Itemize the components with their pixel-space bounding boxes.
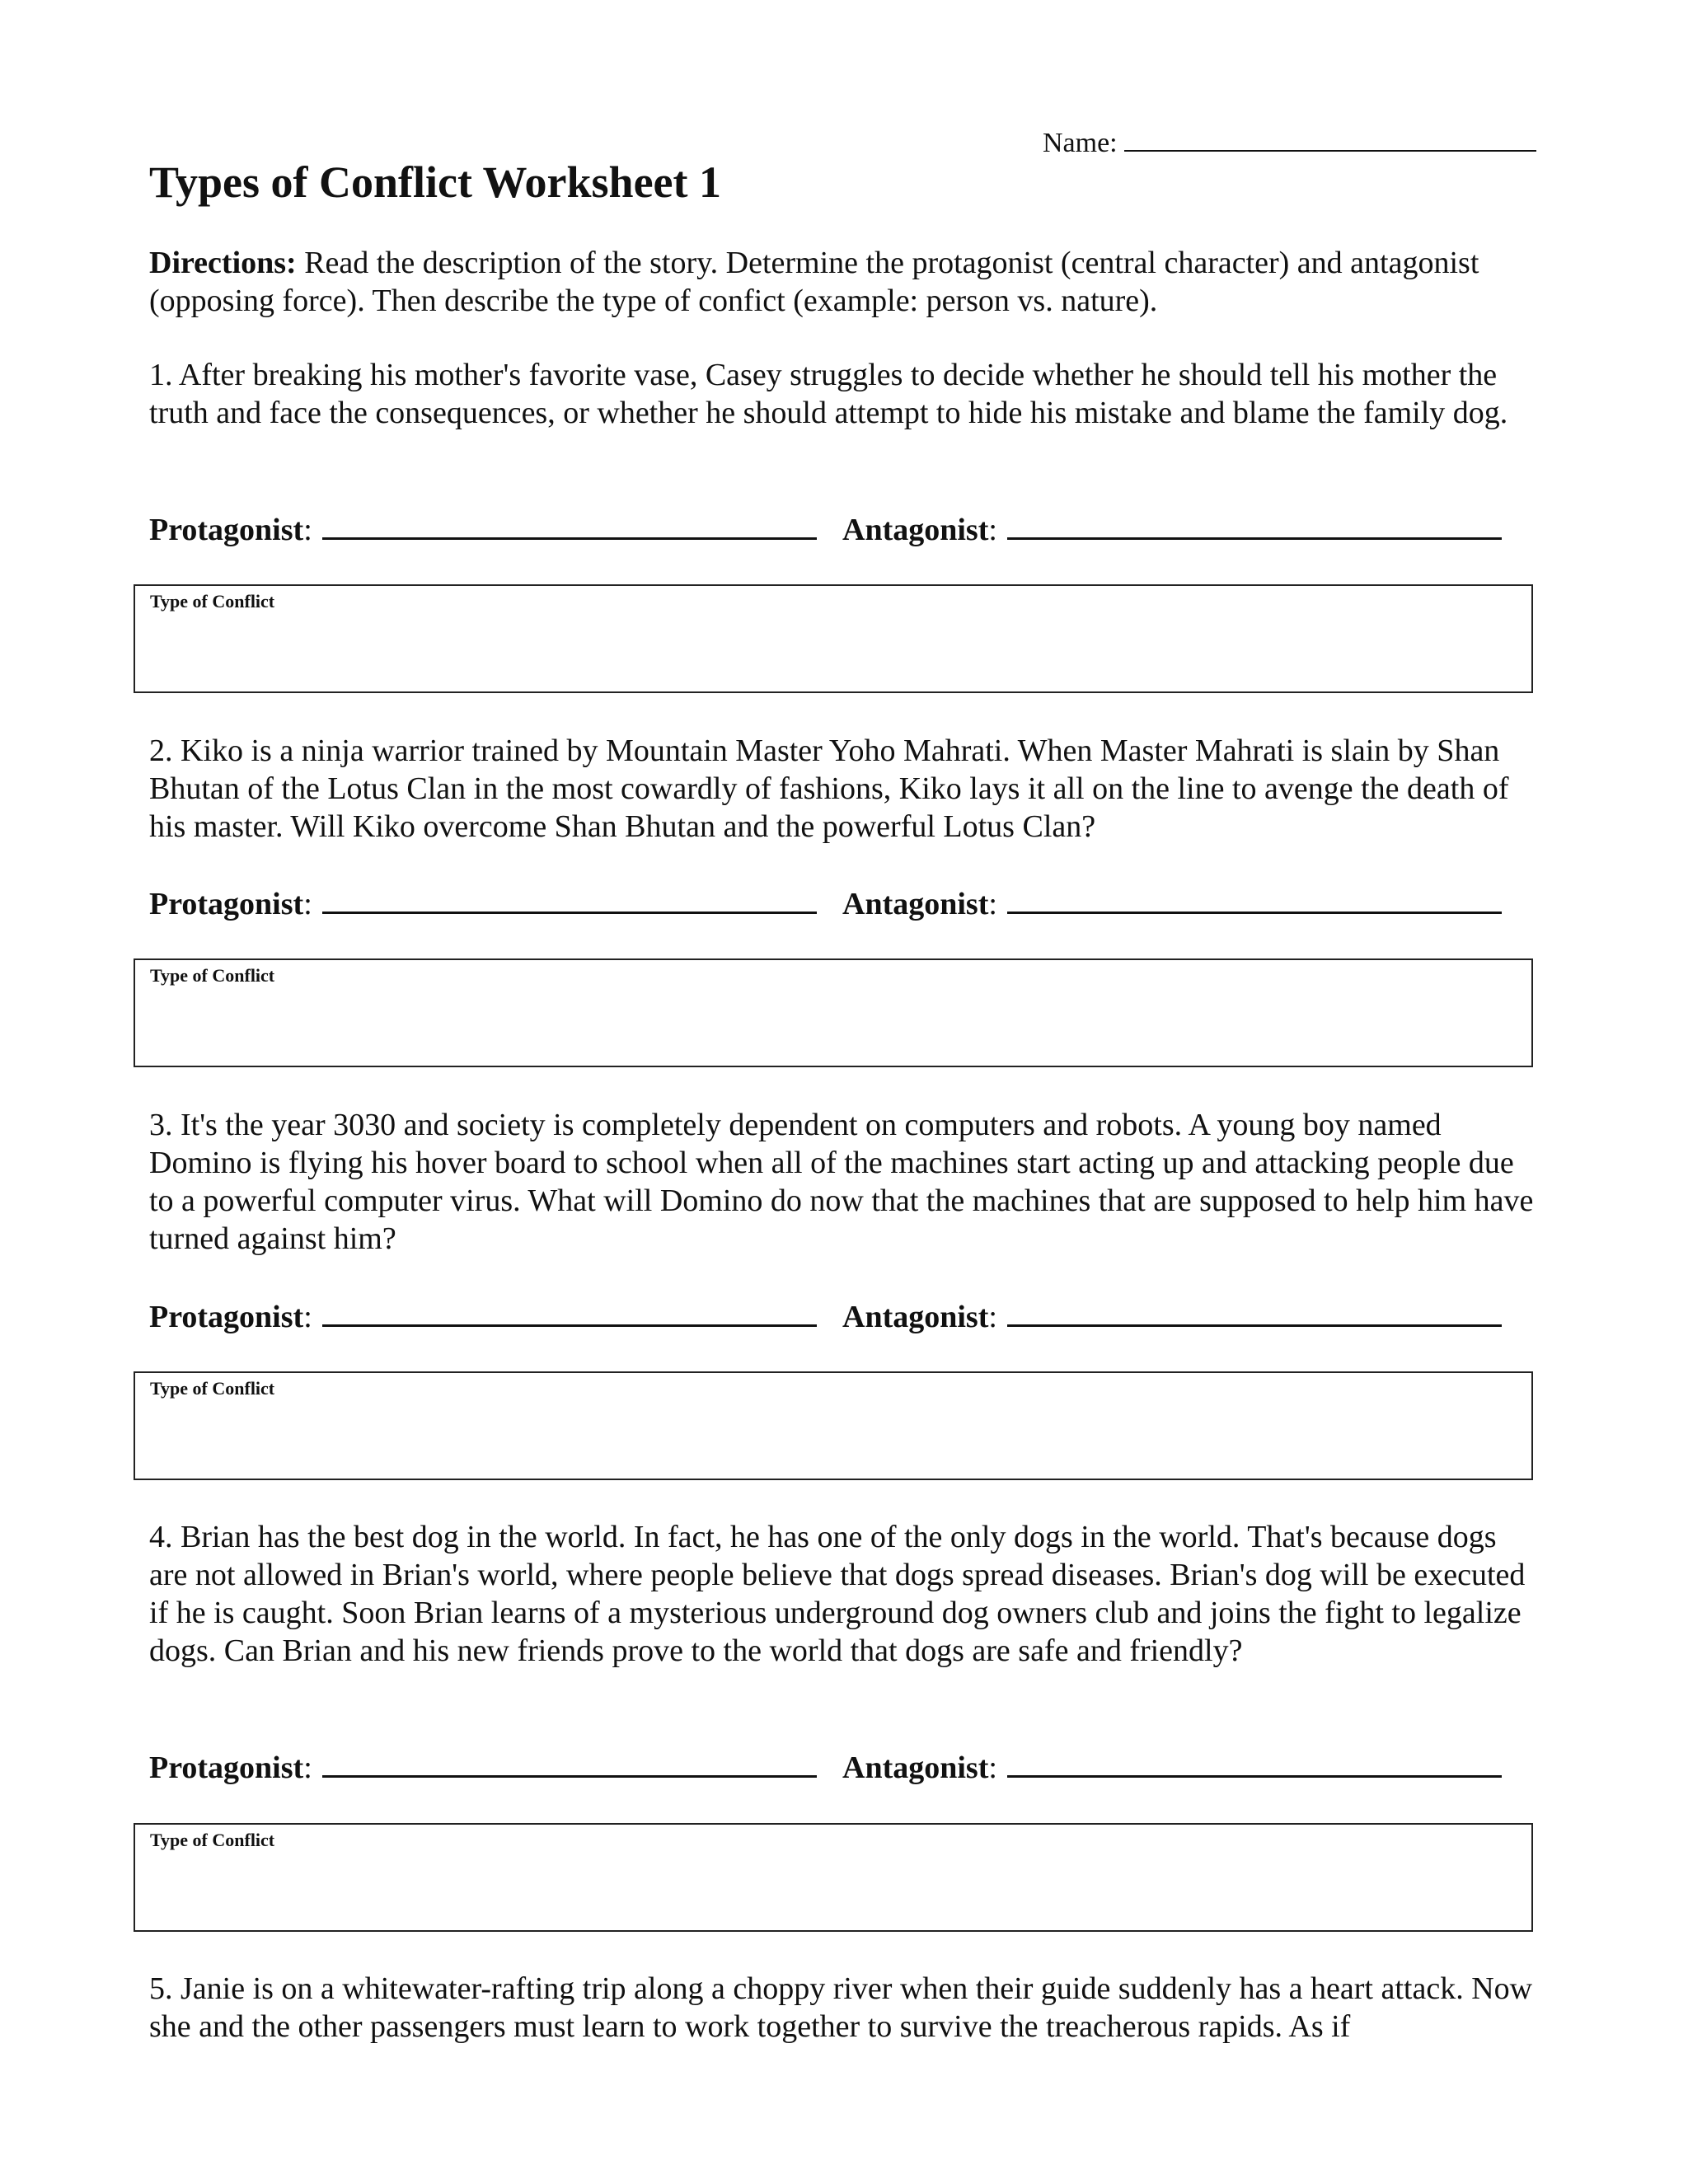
question-3: 3. It's the year 3030 and society is completely dependent on computers and robots. A young boy named Domino is flying his hover board to school when all of the machines start acting up and attacking people due to a powerful computer virus. What will Domino do now that the machines that are supposed to help him have turned against him? [149, 1108, 1534, 1256]
protagonist-label: Protagonist [149, 1300, 304, 1334]
protagonist-blank[interactable] [322, 506, 817, 540]
question-1: 1. After breaking his mother's favorite vase, Casey struggles to decide whether he should tell his mother the truth and face the consequences, or whether he should attempt to hide his mistake and blame the family dog. [149, 358, 1508, 430]
type-of-conflict-box[interactable] [134, 958, 1533, 1067]
question-4: 4. Brian has the best dog in the world. In fact, he has one of the only dogs in the world. That's because dogs are not allowed in Brian's world, where people believe that dogs spread diseases. Brian's dog will be executed if he is caught. Soon Brian learns of a mysterious underground dog owners club and joins the fight to legalize dogs. Can Brian and his new friends prove to the world that dogs are safe and friendly? [149, 1520, 1526, 1668]
antagonist-blank[interactable] [1007, 880, 1502, 914]
antagonist-label: Antagonist [842, 513, 989, 547]
answer-row-4 [149, 1744, 1550, 1785]
type-of-conflict-box[interactable] [134, 1371, 1533, 1480]
protagonist-blank[interactable] [322, 1744, 817, 1778]
type-of-conflict-label: Type of Conflict [150, 965, 275, 986]
question-5: 5. Janie is on a whitewater-rafting trip along a choppy river when their guide suddenly has a heart attack. Now she and the other passengers must learn to work together to survive the treacherous rapids. As if [149, 1971, 1533, 2044]
name-field[interactable] [1043, 122, 1536, 162]
protagonist-blank[interactable] [322, 880, 817, 914]
directions [149, 244, 1534, 320]
antagonist-field[interactable]: Antagonist: [842, 1744, 1502, 1787]
antagonist-blank[interactable] [1007, 1744, 1502, 1778]
type-of-conflict-box[interactable] [134, 1823, 1533, 1932]
protagonist-field[interactable]: Protagonist: [149, 1750, 817, 1785]
question-2: 2. Kiko is a ninja warrior trained by Mountain Master Yoho Mahrati. When Master Mahrati is slain by Shan Bhutan of the Lotus Clan in the most cowardly of fashions, Kiko lays it all on the line to avenge the death of his master. Will Kiko overcome Shan Bhutan and the powerful Lotus Clan? [149, 733, 1509, 844]
answer-row-3 [149, 1293, 1550, 1334]
antagonist-blank[interactable] [1007, 506, 1502, 540]
answer-row-2 [149, 880, 1550, 921]
antagonist-field[interactable]: Antagonist: [842, 506, 1502, 549]
type-of-conflict-label: Type of Conflict [150, 591, 275, 612]
antagonist-blank[interactable] [1007, 1293, 1502, 1327]
antagonist-field[interactable]: Antagonist: [842, 1293, 1502, 1336]
page-title: Types of Conflict Worksheet 1 [149, 157, 721, 207]
antagonist-label: Antagonist [842, 887, 989, 921]
name-label: Name: [1043, 128, 1118, 158]
antagonist-field[interactable]: Antagonist: [842, 880, 1502, 923]
protagonist-field[interactable]: Protagonist: [149, 887, 817, 921]
type-of-conflict-label: Type of Conflict [150, 1830, 275, 1850]
protagonist-label: Protagonist [149, 887, 304, 921]
antagonist-label: Antagonist [842, 1300, 989, 1334]
protagonist-label: Protagonist [149, 513, 304, 547]
antagonist-label: Antagonist [842, 1750, 989, 1785]
protagonist-field[interactable]: Protagonist: [149, 1300, 817, 1334]
name-blank-line[interactable] [1124, 122, 1536, 152]
protagonist-field[interactable]: Protagonist: [149, 513, 817, 547]
directions-text: Read the description of the story. Determine the protagonist (central character) and antagonist (opposing force). Then describe the type of confict (example: person vs. nature). [149, 246, 1479, 318]
type-of-conflict-box[interactable] [134, 584, 1533, 693]
protagonist-blank[interactable] [322, 1293, 817, 1327]
type-of-conflict-label: Type of Conflict [150, 1378, 275, 1399]
answer-row-1 [149, 506, 1550, 547]
directions-label: Directions: [149, 246, 297, 280]
protagonist-label: Protagonist [149, 1750, 304, 1785]
